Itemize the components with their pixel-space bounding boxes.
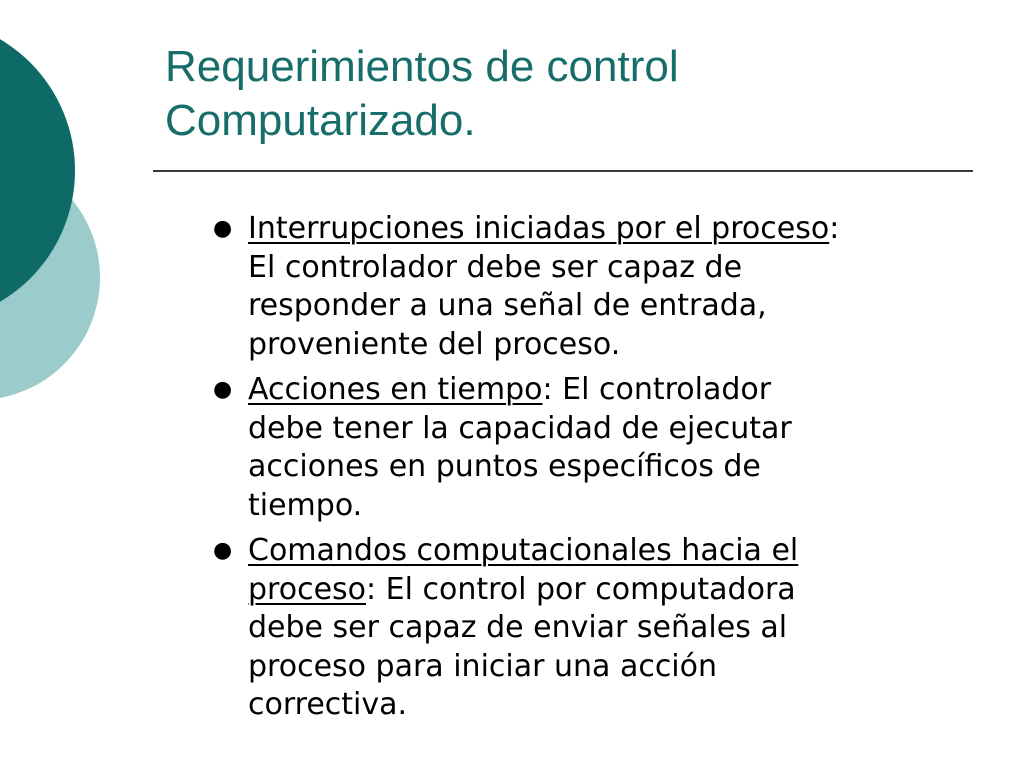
bullet-line xyxy=(248,571,990,610)
bullet-line: debe tener la capacidad de ejecutar xyxy=(248,410,792,446)
bullet-list xyxy=(210,210,990,732)
bullet-line: debe ser capaz de enviar señales al xyxy=(248,610,788,645)
bullet-item-interrupciones xyxy=(210,210,990,364)
bullet-term: Comandos computacionales hacia el xyxy=(248,533,799,568)
bullet-line: proveniente del proceso. xyxy=(248,326,621,362)
bullet-line: tiempo. xyxy=(248,487,363,523)
bullet-line xyxy=(248,532,990,571)
bullet-line xyxy=(248,210,990,249)
bullet-icon: ● xyxy=(213,216,233,241)
title-line-1: Requerimientos de control xyxy=(165,42,679,91)
bullet-item-acciones xyxy=(210,371,990,525)
bullet-line: El controlador debe ser capaz de xyxy=(248,249,743,285)
bullet-line: responder a una señal de entrada, xyxy=(248,288,767,323)
bullet-item-comandos xyxy=(210,532,990,725)
bullet-icon: ● xyxy=(213,377,233,402)
title-divider xyxy=(153,170,973,172)
bullet-line xyxy=(248,371,990,410)
bullet-icon: ● xyxy=(213,538,233,563)
bullet-term: Acciones en tiempo xyxy=(248,372,543,407)
bullet-text: : El controlador xyxy=(542,372,772,407)
bullet-line: correctiva. xyxy=(248,687,408,722)
bullet-text: : xyxy=(829,211,840,246)
bullet-term: proceso xyxy=(248,571,367,607)
bullet-term: Interrupciones iniciadas por el proceso xyxy=(248,211,830,246)
bullet-text: : El control por computadora xyxy=(366,571,796,607)
bullet-line: proceso para iniciar una acción xyxy=(248,648,718,684)
title-line-2: Computarizado. xyxy=(165,96,476,145)
bullet-line: acciones en puntos específicos de xyxy=(248,449,761,484)
slide-title xyxy=(165,40,965,148)
